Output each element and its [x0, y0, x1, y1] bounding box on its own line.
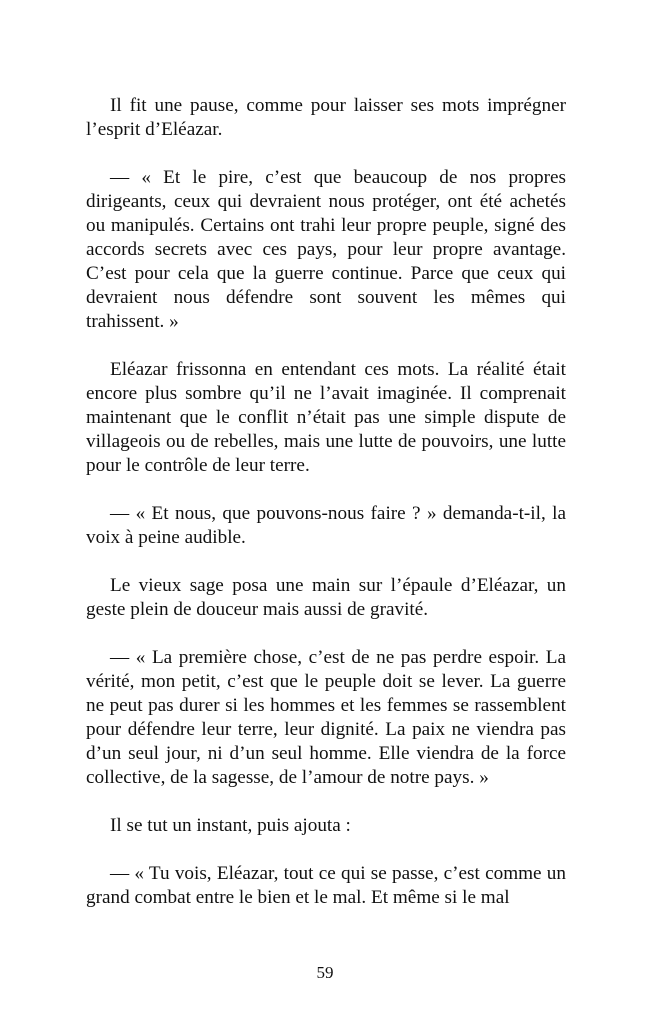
paragraph: Il fit une pause, comme pour laisser ses mots imprégner l’esprit d’Eléazar. [86, 95, 566, 140]
paragraph: Le vieux sage posa une main sur l’épaule d’Eléazar, un geste plein de douceur mais aussi de gravité. [86, 575, 566, 620]
body-text [86, 94, 566, 934]
paragraph: Il se tut un instant, puis ajouta : [110, 815, 351, 836]
page-number: 59 [316, 963, 334, 982]
paragraph: — « La première chose, c’est de ne pas perdre espoir. La vérité, mon petit, c’est que le peuple doit se lever. La guerre ne peut pas durer si les hommes et les femmes se rassemblent pour défendre leur terre, leur dignité. La paix ne viendra pas d’un seul jour, ni d’un seul homme. Elle viendra de la force collective, de la sagesse, de l’amour de notre pays. » [86, 647, 566, 788]
paragraph: Eléazar frissonna en entendant ces mots. La réalité était encore plus sombre qu’il ne l’avait imaginée. Il comprenait maintenant que le conflit n’était pas une simple dispute de villageois ou de rebelles, mais une lutte de pouvoirs, une lutte pour le contrôle de leur terre. [86, 359, 566, 476]
paragraph: — « Et le pire, c’est que beaucoup de nos propres dirigeants, ceux qui devraient nous protéger, ont été achetés ou manipulés. Certains ont trahi leur propre peuple, signé des accords secrets avec ces pays, pour leur propre avantage. C’est pour cela que la guerre continue. Parce que ceux qui devraient nous défendre sont souvent les mêmes qui trahissent. » [86, 167, 566, 332]
paragraph: — « Et nous, que pouvons-nous faire ? » demanda-t-il, la voix à peine audible. [86, 503, 566, 548]
paragraph: — « Tu vois, Eléazar, tout ce qui se passe, c’est comme un grand combat entre le bien et le mal. Et même si le mal [86, 863, 566, 908]
